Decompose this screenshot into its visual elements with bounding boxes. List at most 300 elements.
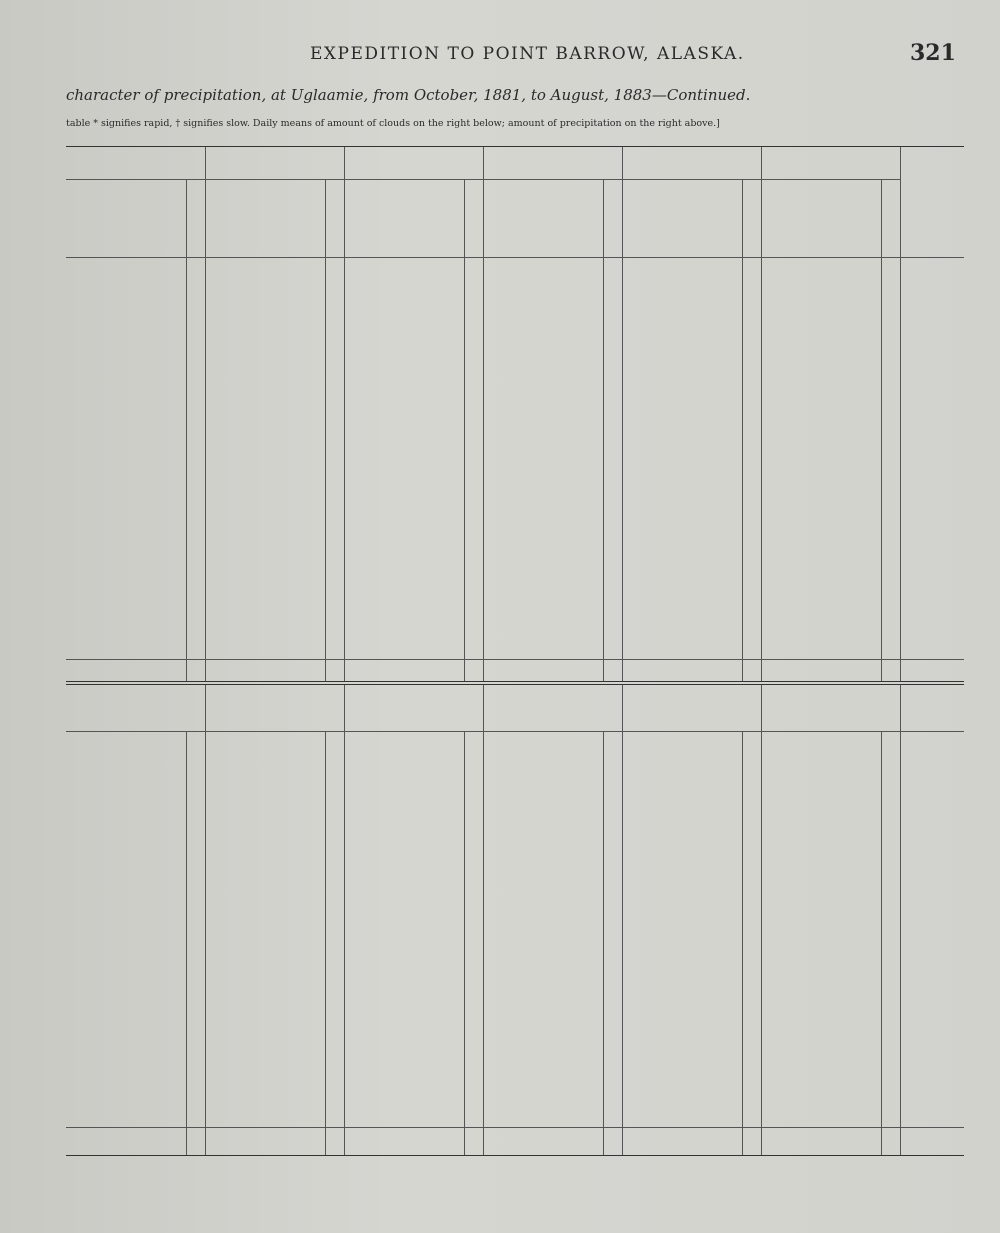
observation-row [352,756,481,766]
means-rule [66,659,964,660]
observation-row [213,314,342,324]
observation-row [352,266,481,276]
observation-row [630,293,759,303]
observation-row [213,954,342,964]
observation-row [352,537,481,547]
observation-row [630,587,759,597]
column-divider [761,685,762,1155]
observation-row [769,404,898,414]
observation-row [74,465,203,475]
observation-row [769,778,898,788]
observation-row [630,343,759,353]
observation-row [213,862,342,872]
observation-row [213,568,342,578]
observation-row [352,507,481,517]
observation-row [630,354,759,364]
observation-row [769,558,898,568]
observation-row [630,425,759,435]
observation-row [352,800,481,810]
observation-row [630,943,759,953]
observation-row [491,343,620,353]
observation-row [213,619,342,629]
table-morning [66,146,964,682]
page-number: 321 [910,40,956,66]
observation-row [769,587,898,597]
observation-row [491,526,620,536]
observation-row [630,756,759,766]
observation-row [491,476,620,486]
observation-row [769,924,898,934]
observation-row [352,862,481,872]
column-divider [344,685,345,1155]
observation-row [74,924,203,934]
observation-row [769,840,898,850]
observation-row [352,324,481,334]
observation-row [213,829,342,839]
subheader-rule [66,257,964,258]
column-divider [622,147,623,681]
observation-row [630,1027,759,1037]
observation-row [352,778,481,788]
observation-row [74,840,203,850]
observation-row [630,476,759,486]
observation-row [352,598,481,608]
observation-row [352,740,481,750]
observation-row [213,354,342,364]
observation-row [74,756,203,766]
observation-row [213,629,342,639]
observation-row [74,558,203,568]
observation-row [213,943,342,953]
observation-row [352,293,481,303]
observation-row [352,425,481,435]
observation-row [769,303,898,313]
observation-row [491,324,620,334]
observation-row [213,608,342,618]
observation-row [74,385,203,395]
observation-row [213,465,342,475]
observation-row [213,476,342,486]
observation-row [769,537,898,547]
observation-row [630,314,759,324]
observation-row [74,476,203,486]
observation-row [352,924,481,934]
observation-row [491,740,620,750]
observation-row [491,598,620,608]
observation-row [74,767,203,777]
observation-row [630,385,759,395]
observation-row [213,282,342,292]
observation-row [769,819,898,829]
observation-row [213,415,342,425]
observation-row [630,892,759,902]
observation-row [491,800,620,810]
observation-row [213,1048,342,1058]
observation-row [491,375,620,385]
observation-row [74,1016,203,1026]
observation-row [630,619,759,629]
observation-row [491,819,620,829]
observation-row [630,789,759,799]
observation-row [352,1067,481,1077]
observation-row [213,343,342,353]
observation-row [352,840,481,850]
observation-row [769,266,898,276]
observation-row [491,1005,620,1015]
observation-row [213,767,342,777]
observation-row [491,282,620,292]
column-divider [344,147,345,681]
observation-row [769,486,898,496]
observation-row [213,778,342,788]
observation-row [213,756,342,766]
observation-row [213,789,342,799]
column-divider [205,685,206,1155]
observation-row [74,446,203,456]
observation-row [352,558,481,568]
observation-row [491,829,620,839]
observation-row [352,965,481,975]
header-rule [66,179,900,180]
observation-row [352,954,481,964]
observation-row [74,266,203,276]
observation-row [352,986,481,996]
observation-row [630,324,759,334]
observation-row [352,881,481,891]
observation-row [352,892,481,902]
observation-row [491,1100,620,1110]
observation-row [491,789,620,799]
observation-row [769,619,898,629]
observation-row [213,404,342,414]
observation-row [491,851,620,861]
observation-row [630,1089,759,1099]
table-subtitle: character of precipitation, at Uglaamie, from October, 1881, to August, 1883—Continued. [66,86,751,104]
observation-row [491,767,620,777]
observation-row [769,1005,898,1015]
observation-row [491,537,620,547]
observation-row [769,829,898,839]
observation-row [630,568,759,578]
column-divider [483,147,484,681]
observation-row [491,1089,620,1099]
means-rule [66,1127,964,1128]
observation-row [74,354,203,364]
observation-row [769,965,898,975]
observation-row [491,303,620,313]
observation-row [74,913,203,923]
observation-row [352,587,481,597]
observation-row [630,778,759,788]
observation-row [491,862,620,872]
observation-row [213,881,342,891]
observation-row [630,537,759,547]
observation-row [352,415,481,425]
column-divider [205,147,206,681]
observation-row [769,314,898,324]
observation-row [491,954,620,964]
observation-row [213,819,342,829]
observation-row [491,465,620,475]
observation-row [213,385,342,395]
observation-row [630,547,759,557]
observation-row [769,862,898,872]
observation-row [352,436,481,446]
observation-row [74,608,203,618]
observation-row [769,881,898,891]
observation-row [352,619,481,629]
observation-row [213,986,342,996]
observation-row [352,629,481,639]
observation-row [352,1089,481,1099]
observation-row [491,1016,620,1026]
observation-row [769,415,898,425]
observation-row [74,740,203,750]
observation-row [74,364,203,374]
observation-row [213,293,342,303]
observation-row [352,1038,481,1048]
observation-row [630,975,759,985]
observation-row [491,486,620,496]
observation-row [352,354,481,364]
observation-row [630,902,759,912]
observation-row [74,629,203,639]
observation-row [769,954,898,964]
observation-row [630,965,759,975]
observation-row [352,975,481,985]
observation-row [630,740,759,750]
observation-row [630,446,759,456]
observation-row [352,375,481,385]
observation-row [630,881,759,891]
observation-row [630,436,759,446]
observation-row [769,598,898,608]
observation-row [74,415,203,425]
observation-row [213,425,342,435]
observation-row [630,266,759,276]
column-divider [900,147,901,681]
observation-row [352,526,481,536]
observation-row [352,608,481,618]
observation-row [352,404,481,414]
observation-row [74,829,203,839]
observation-row [74,282,203,292]
observation-row [491,415,620,425]
observation-row [769,547,898,557]
observation-row [491,1038,620,1048]
observation-row [769,986,898,996]
observation-row [352,465,481,475]
observation-row [213,1078,342,1088]
observation-row [491,547,620,557]
observation-row [352,385,481,395]
observation-row [352,902,481,912]
observation-row [491,881,620,891]
observation-row [352,767,481,777]
column-divider [900,685,901,1155]
observation-row [213,975,342,985]
observation-row [491,778,620,788]
observation-row [630,819,759,829]
observation-row [769,789,898,799]
observation-row [74,598,203,608]
observation-row [769,1038,898,1048]
column-divider [761,147,762,681]
observation-row [769,526,898,536]
observation-row [213,740,342,750]
observation-row [769,476,898,486]
observation-row [769,851,898,861]
observation-row [74,324,203,334]
observation-row [74,619,203,629]
observation-row [630,303,759,313]
observation-row [491,314,620,324]
observation-row [74,507,203,517]
observation-row [74,303,203,313]
observation-row [213,587,342,597]
observation-row [74,486,203,496]
observation-row [352,476,481,486]
table-evening [66,684,964,1156]
observation-row [769,1016,898,1026]
observation-row [769,364,898,374]
observation-row [213,598,342,608]
observation-row [769,1100,898,1110]
observation-row [491,756,620,766]
observation-row [769,446,898,456]
observation-row [74,778,203,788]
observation-row [74,965,203,975]
observation-row [213,840,342,850]
observation-row [630,840,759,850]
observation-row [352,789,481,799]
observation-row [630,800,759,810]
observation-row [491,354,620,364]
observation-row [769,892,898,902]
observation-row [630,608,759,618]
observation-row [630,1005,759,1015]
observation-row [769,507,898,517]
observation-row [213,892,342,902]
observation-row [769,767,898,777]
observation-row [213,1067,342,1077]
observation-row [769,1027,898,1037]
observation-row [491,924,620,934]
observation-row [213,851,342,861]
observation-row [630,1067,759,1077]
observation-row [630,924,759,934]
observation-row [769,568,898,578]
observation-row [213,497,342,507]
observation-row [491,943,620,953]
observation-row [352,819,481,829]
observation-row [491,404,620,414]
observation-row [491,608,620,618]
observation-row [491,892,620,902]
observation-row [74,537,203,547]
observation-row [213,965,342,975]
observation-row [352,314,481,324]
observation-row [352,282,481,292]
observation-row [630,1048,759,1058]
observation-row [630,526,759,536]
observation-row [491,425,620,435]
observation-row [213,1016,342,1026]
observation-row [213,902,342,912]
observation-row [769,324,898,334]
observation-row [491,619,620,629]
observation-row [74,314,203,324]
observation-row [352,1048,481,1058]
observation-row [630,282,759,292]
observation-row [491,1111,620,1121]
observation-row [769,1089,898,1099]
observation-row [74,902,203,912]
observation-row [769,385,898,395]
observation-row [352,547,481,557]
observation-row [74,547,203,557]
observation-row [769,902,898,912]
observation-row [630,767,759,777]
observation-row [213,924,342,934]
observation-row [74,1038,203,1048]
observation-row [352,829,481,839]
observation-row [74,862,203,872]
observation-row [491,446,620,456]
observation-row [74,568,203,578]
observation-row [491,436,620,446]
observation-row [74,986,203,996]
subheader-rule [66,731,964,732]
observation-row [74,587,203,597]
observation-row [352,943,481,953]
observation-row [213,1100,342,1110]
observation-row [630,862,759,872]
observation-row [213,1038,342,1048]
observation-row [213,364,342,374]
observation-row [213,1089,342,1099]
observation-row [352,568,481,578]
observation-row [74,975,203,985]
observation-row [74,404,203,414]
observation-row [769,975,898,985]
observation-row [74,789,203,799]
observation-row [630,851,759,861]
observation-row [769,282,898,292]
observation-row [352,1078,481,1088]
observation-row [491,840,620,850]
observation-row [213,486,342,496]
observation-row [213,507,342,517]
observation-row [74,1005,203,1015]
observation-row [213,1027,342,1037]
observation-row [769,608,898,618]
observation-row [213,547,342,557]
observation-row [491,558,620,568]
observation-row [769,497,898,507]
observation-row [74,526,203,536]
observation-row [74,881,203,891]
observation-row [630,375,759,385]
observation-row [769,354,898,364]
observation-row [213,436,342,446]
observation-row [491,986,620,996]
observation-row [491,1078,620,1088]
observation-row [630,507,759,517]
observation-row [74,1100,203,1110]
observation-row [352,913,481,923]
observation-row [74,497,203,507]
